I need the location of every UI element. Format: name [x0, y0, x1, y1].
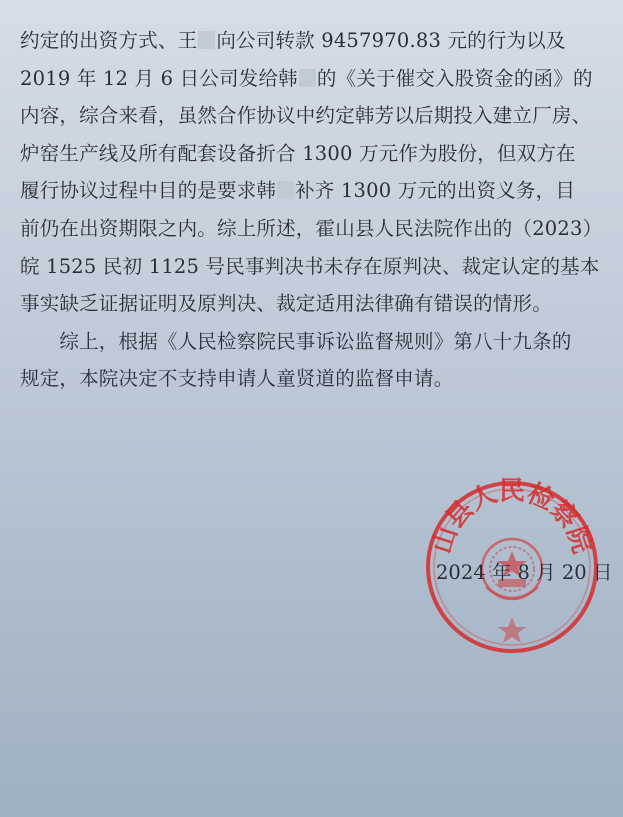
- text-line-9: 综上，根据《人民检察院民事诉讼监督规则》第八十九条的: [20, 329, 572, 353]
- redaction-mark: [299, 69, 316, 87]
- text-line-3: 内容，综合来看，虽然合作协议中约定韩芳以后期投入建立厂房、: [20, 104, 592, 128]
- redaction-mark: [277, 181, 294, 199]
- text-line-1: 约定的出资方式、王 向公司转款 9457970.83 元的行为以及: [20, 29, 566, 52]
- text-line-10: 规定，本院决定不支持申请人童贤道的监督申请。: [20, 367, 454, 391]
- seal-text: 山县人民检察院: [427, 477, 597, 558]
- text-line-2: 2019 年 12 月 6 日公司发给韩 的《关于催交入股资金的函》的: [20, 66, 593, 90]
- text-line-8: 事实缺乏证据证明及原判决、裁定适用法律确有错误的情形。: [20, 292, 552, 316]
- text-line-7: 皖 1525 民初 1125 号民事判决书未存在原判决、裁定认定的基本: [20, 254, 600, 278]
- redaction-mark: [198, 31, 215, 49]
- document-date: 2024 年 8 月 20 日: [436, 561, 613, 584]
- text-line-4: 炉窑生产线及所有配套设备折合 1300 万元作为股份，但双方在: [20, 141, 576, 165]
- text-line-5: 履行协议过程中目的是要求韩 补齐 1300 万元的出资义务，目: [20, 179, 576, 203]
- text-line-6: 前仍在出资期限之内。综上所述，霍山县人民法院作出的（2023）: [20, 216, 603, 240]
- document-body: [20, 22, 608, 398]
